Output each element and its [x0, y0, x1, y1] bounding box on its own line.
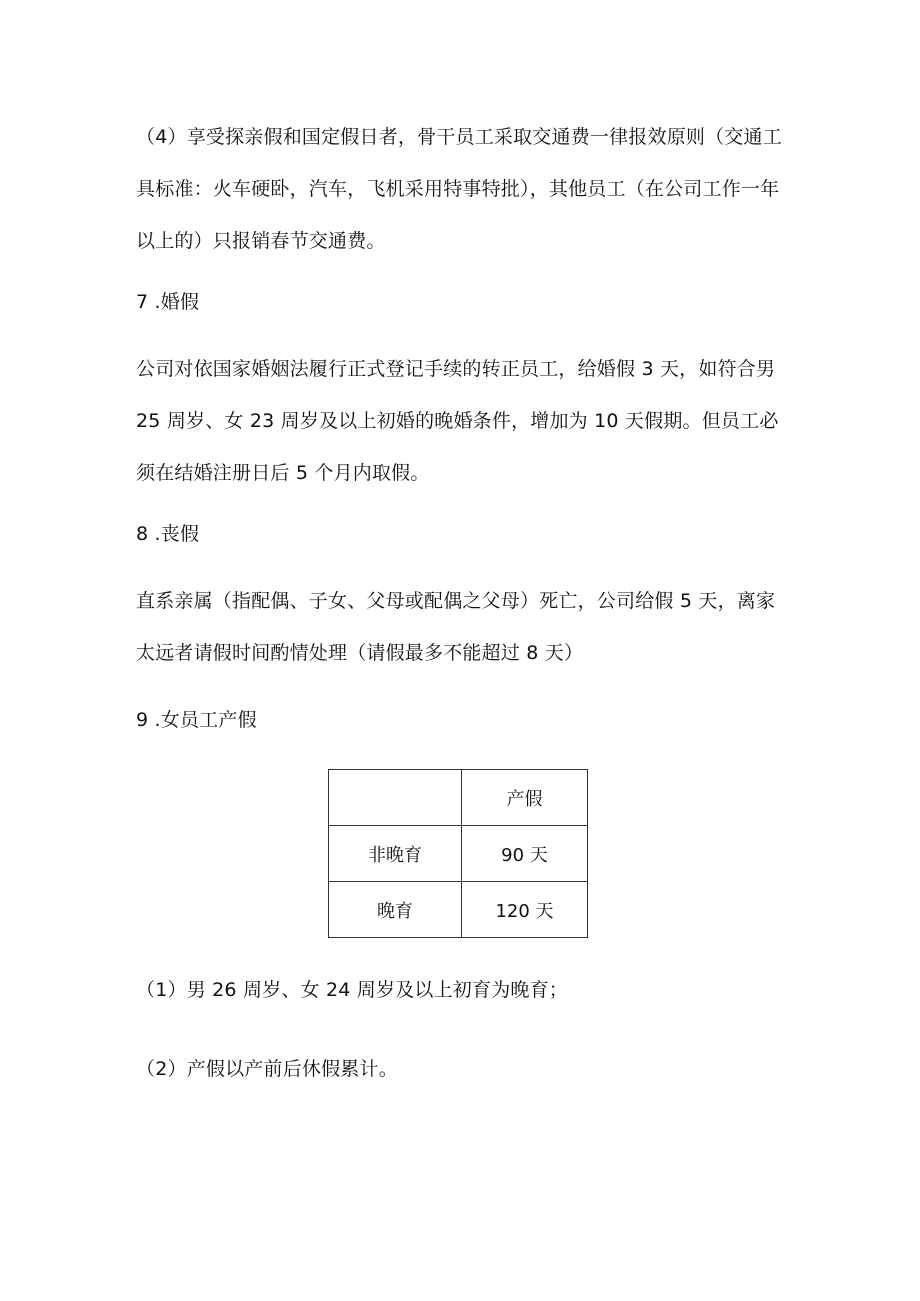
table-header-cell: 产假 — [462, 770, 588, 826]
table-cell-days: 120 天 — [462, 882, 588, 938]
table-cell-type: 晚育 — [329, 882, 462, 938]
section-heading-bereavement-leave: 8 .丧假 — [136, 523, 200, 545]
table-row — [329, 826, 588, 882]
table-cell-days: 90 天 — [462, 826, 588, 882]
table-header-cell — [329, 770, 462, 826]
table-cell-type: 非晚育 — [329, 826, 462, 882]
table-row — [329, 882, 588, 938]
paragraph-bereavement-leave: 直系亲属（指配偶、子女、父母或配偶之父母）死亡，公司给假 5 天，离家太远者请假时间酌情处理（请假最多不能超过 8 天） — [136, 590, 776, 664]
section-heading-maternity-leave: 9 .女员工产假 — [136, 709, 257, 731]
note-late-childbirth: （1）男 26 周岁、女 24 周岁及以上初育为晚育； — [136, 979, 569, 1001]
paragraph-marriage-leave: 公司对依国家婚姻法履行正式登记手续的转正员工，给婚假 3 天，如符合男 25 周岁、女 23 周岁及以上初婚的晚婚条件，增加为 10 天假期。但员工必须在结婚注册日后 5 个月内取假。 — [136, 358, 779, 484]
note-leave-accumulation: （2）产假以产前后休假累计。 — [136, 1058, 398, 1080]
section-heading-marriage-leave: 7 .婚假 — [136, 291, 200, 313]
maternity-leave-table — [328, 769, 588, 938]
paragraph-travel-expense: （4）享受探亲假和国定假日者，骨干员工采取交通费一律报效原则（交通工具标准：火车硬卧，汽车，飞机采用特事特批），其他员工（在公司工作一年以上的）只报销春节交通费。 — [136, 126, 782, 252]
table-header-row — [329, 770, 588, 826]
